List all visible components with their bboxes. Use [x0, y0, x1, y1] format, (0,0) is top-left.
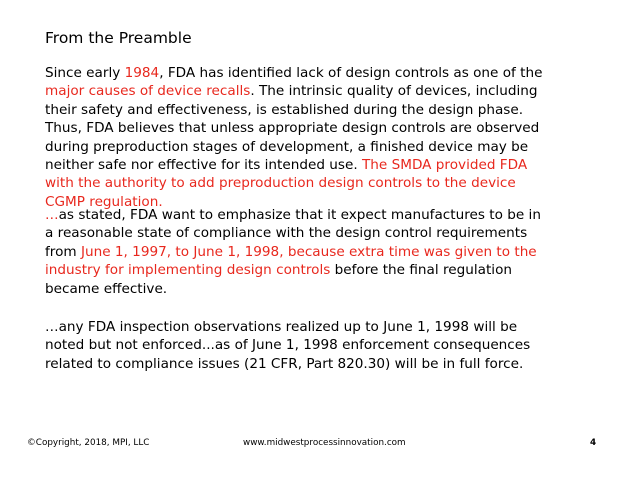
body-text: from [45, 243, 81, 260]
highlighted-text: The SMDA provided FDA [361, 156, 528, 173]
slide-title: From the Preamble [45, 29, 192, 47]
footer-copyright: ©Copyright, 2018, MPI, LLC [27, 438, 150, 448]
highlighted-text: industry for implementing design controls [45, 262, 331, 279]
body-text: , FDA has identified lack of design controls as one of the [159, 65, 543, 81]
body-text: Since early [45, 65, 125, 81]
text-line [45, 243, 541, 261]
text-line [45, 261, 541, 279]
text-line [45, 224, 541, 242]
footer-url: www.midwestprocessinnovation.com [243, 438, 406, 448]
highlighted-text: 1984 [124, 65, 160, 81]
text-line [45, 355, 530, 373]
text-line [45, 318, 530, 336]
page-number: 4 [590, 438, 597, 448]
text-line [45, 64, 542, 82]
highlighted-text: June 1, 1997, to June 1, 1998, because extra time was given to the [80, 243, 537, 260]
body-text: as stated, FDA want to emphasize that it expect manufactures to be in [58, 207, 541, 223]
body-text: their safety and effectiveness, is established during the design phase. [45, 101, 524, 118]
text-line [45, 174, 542, 192]
text-line [45, 119, 542, 137]
body-text: Thus, FDA believes that unless appropriate design controls are observed [45, 120, 540, 137]
highlighted-text: with the authority to add preproduction design controls to the device [45, 175, 516, 192]
paragraph-compliance-window [45, 206, 541, 298]
paragraph-enforcement [45, 318, 530, 373]
body-text: became effective. [45, 280, 168, 297]
text-line [45, 101, 542, 119]
body-text: a reasonable state of compliance with the design control requirements [45, 225, 528, 242]
text-line [45, 336, 530, 354]
highlighted-text: major causes of device recalls [45, 83, 251, 100]
text-line [45, 206, 541, 224]
paragraph-preamble-intro [45, 64, 542, 211]
text-line [45, 156, 542, 174]
highlighted-text: … [45, 207, 59, 223]
text-line [45, 280, 541, 298]
highlighted-text: CGMP regulation. [45, 193, 163, 210]
body-text: neither safe nor effective for its intended use. [45, 156, 362, 173]
body-text: during preproduction stages of development, a finished device may be [45, 138, 529, 155]
text-line [45, 82, 542, 100]
body-text: …any FDA inspection observations realized up to June 1, 1998 will be [45, 319, 518, 335]
body-text: before the final regulation [330, 262, 512, 279]
text-line [45, 138, 542, 156]
body-text: related to compliance issues (21 CFR, Part 820.30) will be in full force. [45, 355, 524, 372]
body-text: noted but not enforced...as of June 1, 1998 enforcement consequences [45, 337, 531, 354]
body-text: . The intrinsic quality of devices, including [250, 83, 538, 100]
